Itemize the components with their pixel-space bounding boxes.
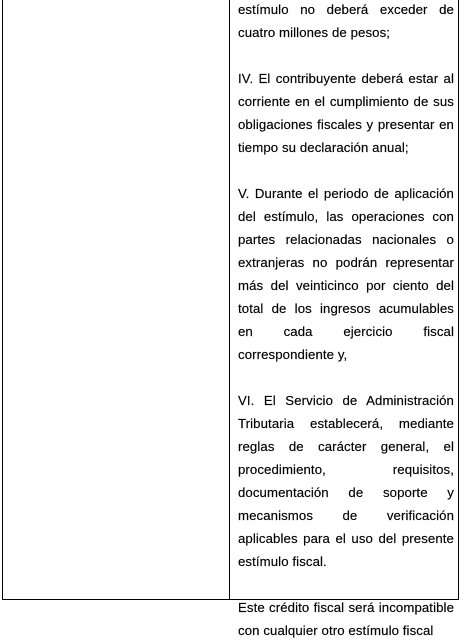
paragraph-incompatibility: Este crédito fiscal será incompatible con cualquier otro estímulo fiscal [238, 600, 454, 638]
paragraph-v-related-parties: V. Durante el periodo de aplicación del estímulo, las operaciones con partes relacionadas nacionales o extranjeras no podrán representar más del veinticinco por ciento del total de los ingresos acumulables en cada ejercicio fiscal correspondiente y, [238, 186, 454, 362]
paragraph-estimulo-limit: estímulo no deberá exceder de cuatro millones de pesos; [238, 2, 454, 40]
two-column-table [2, 0, 459, 638]
paragraph-vi-sat-rules: VI. El Servicio de Administración Tributaria establecerá, mediante reglas de carácter general, el procedimiento, requisitos, documentación de soporte y mecanismos de verificación aplicables para el uso del presente estímulo fiscal. [238, 393, 454, 569]
paragraph-iv-obligations: IV. El contribuyente deberá estar al corriente en el cumplimiento de sus obligaciones fiscales y presentar en tiempo su declaración anual; [238, 71, 454, 155]
right-column-cell [230, 0, 458, 638]
left-column-cell [3, 0, 230, 599]
